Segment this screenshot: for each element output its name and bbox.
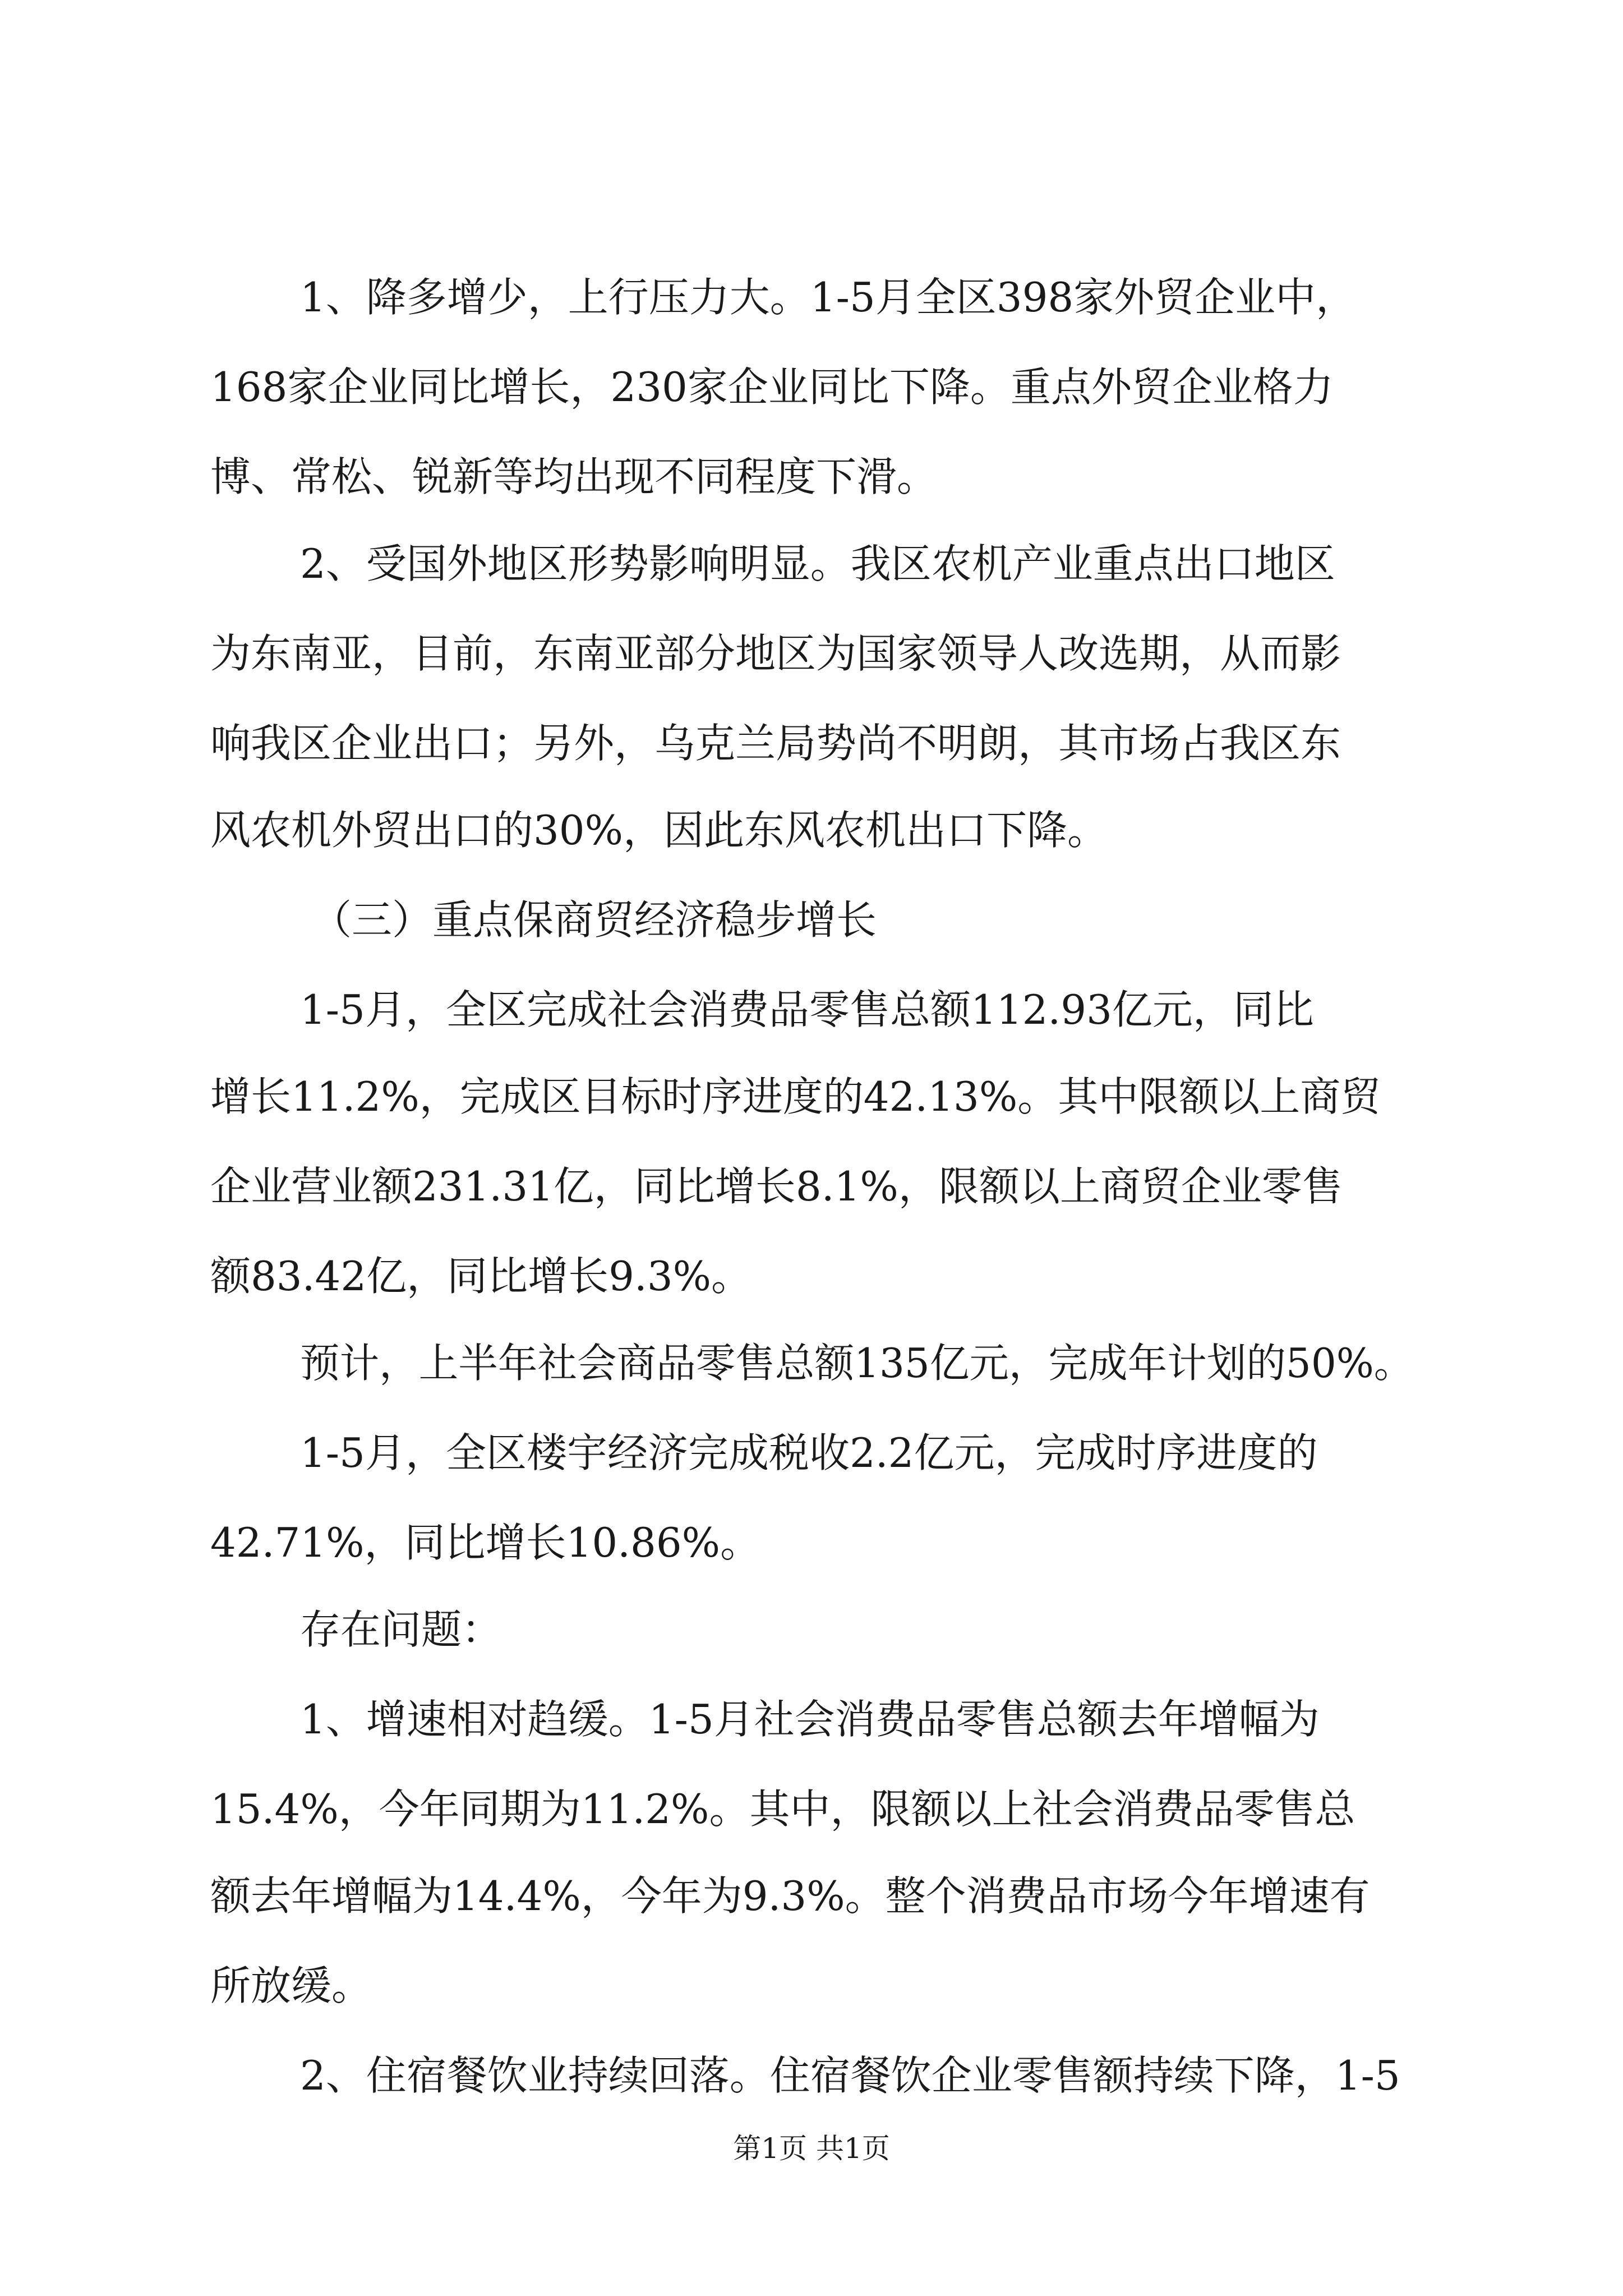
paragraph-line-20: 所放缓。 (210, 1962, 372, 2009)
paragraph-line-14: 1-5月，全区楼宇经济完成税收2.2亿元，完成时序进度的 (300, 1429, 1318, 1476)
paragraph-line-13: 预计，上半年社会商品零售总额135亿元，完成年计划的50%。 (300, 1340, 1414, 1387)
paragraph-line-16: 存在问题： (300, 1606, 502, 1653)
page-footer: 第1页 共1页 (733, 2132, 890, 2165)
paragraph-line-15: 42.71%，同比增长10.86%。 (210, 1519, 761, 1566)
paragraph-line-7: 风农机外贸出口的30%，因此东风农机出口下降。 (210, 807, 1108, 854)
section-heading: （三）重点保商贸经济稳步增长 (311, 896, 877, 944)
paragraph-line-9: 1-5月，全区完成社会消费品零售总额112.93亿元，同比 (300, 986, 1314, 1033)
paragraph-line-19: 额去年增幅为14.4%，今年为9.3%。整个消费品市场今年增速有 (210, 1872, 1370, 1920)
paragraph-line-11: 企业营业额231.31亿，同比增长8.1%，限额以上商贸企业零售 (210, 1163, 1343, 1210)
paragraph-line-1: 1、降多增少，上行压力大。1-5月全区398家外贸企业中， (300, 274, 1357, 321)
paragraph-line-2: 168家企业同比增长，230家企业同比下降。重点外贸企业格力 (210, 364, 1334, 411)
paragraph-line-5: 为东南亚，目前，东南亚部分地区为国家领导人改选期，从而影 (210, 630, 1341, 677)
paragraph-line-4: 2、受国外地区形势影响明显。我区农机产业重点出口地区 (300, 540, 1335, 587)
paragraph-line-3: 博、常松、锐新等均出现不同程度下滑。 (210, 453, 938, 500)
paragraph-line-21: 2、住宿餐饮业持续回落。住宿餐饮企业零售额持续下降，1-5 (300, 2052, 1400, 2099)
paragraph-line-18: 15.4%，今年同期为11.2%。其中，限额以上社会消费品零售总 (210, 1786, 1355, 1833)
paragraph-line-6: 响我区企业出口；另外，乌克兰局势尚不明朗，其市场占我区东 (210, 720, 1341, 767)
paragraph-line-10: 增长11.2%，完成区目标时序进度的42.13%。其中限额以上商贸 (210, 1073, 1381, 1120)
paragraph-line-17: 1、增速相对趋缓。1-5月社会消费品零售总额去年增幅为 (300, 1696, 1320, 1743)
paragraph-line-12: 额83.42亿，同比增长9.3%。 (210, 1253, 752, 1300)
